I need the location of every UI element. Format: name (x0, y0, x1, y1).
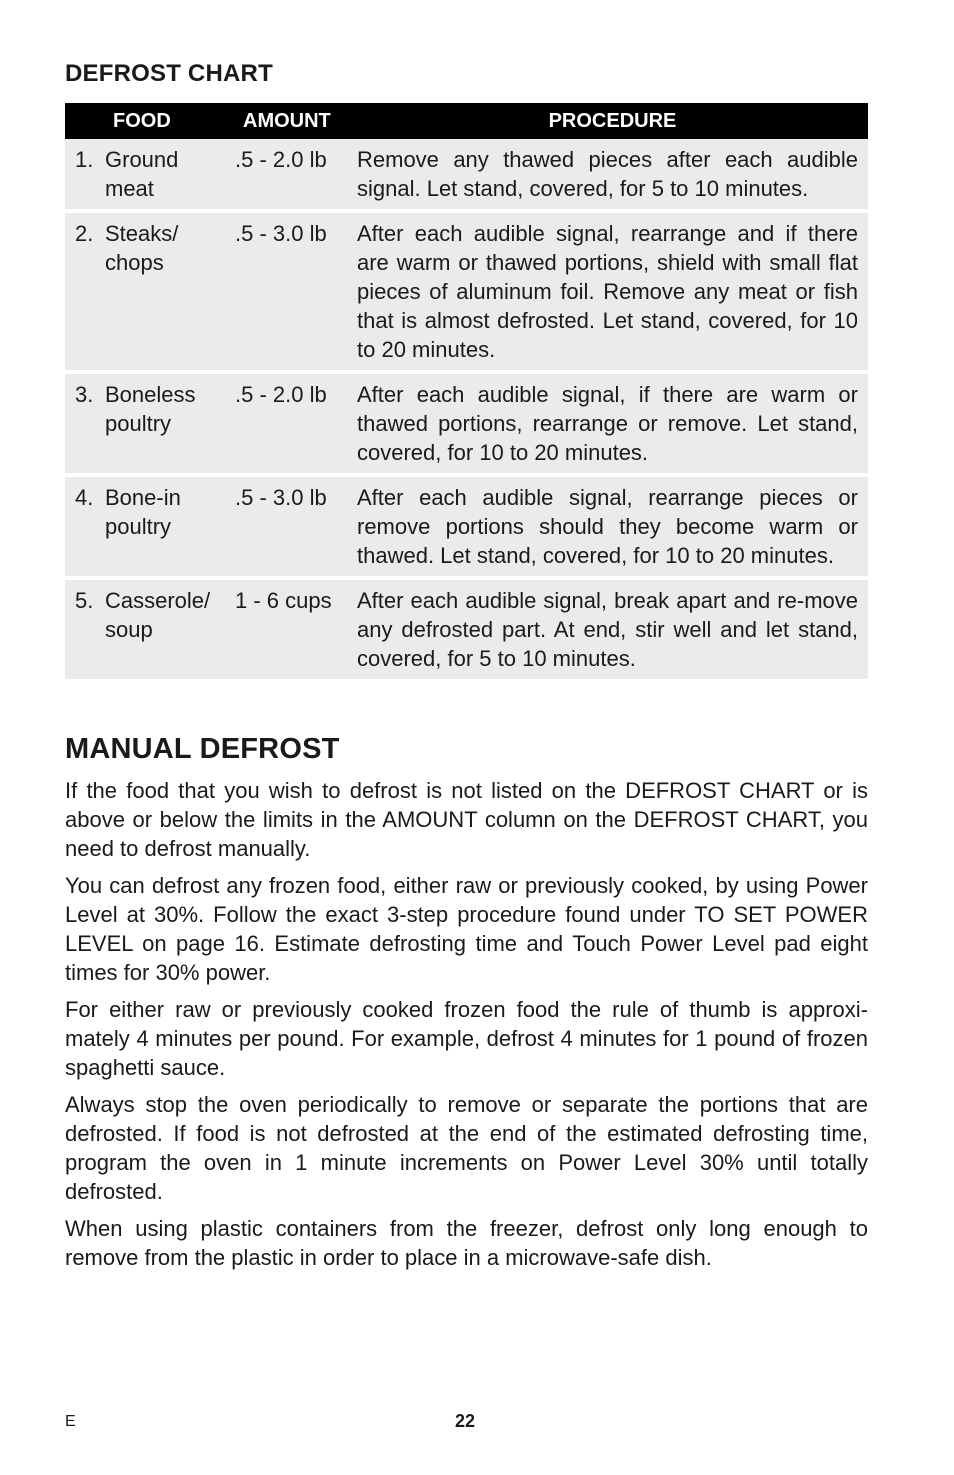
food-cell (65, 473, 235, 576)
manual-defrost-body (65, 776, 868, 1280)
paragraph: You can defrost any frozen food, either raw or previously cooked, by using Power Level at 30%. Follow the exact 3-step procedure found under TO SET POWER LEVEL on page 16. Estimate defrosting time and Touch Power Level pad eight times for 30% power. (65, 873, 868, 985)
row-number: 4. (75, 485, 94, 510)
amount-cell: .5 - 3.0 lb (235, 209, 357, 370)
food-name: Ground meat (105, 147, 179, 201)
paragraph: When using plastic containers from the freezer, defrost only long enough to remove from the plastic in order to place in a microwave-safe dish. (65, 1216, 868, 1270)
food-name: Steaks/ chops (105, 221, 179, 275)
row-number: 5. (75, 588, 94, 613)
procedure-cell: Remove any thawed pieces after each audible signal. Let stand, covered, for 5 to 10 minutes. (357, 139, 868, 209)
food-name: Bone-in poultry (105, 485, 181, 539)
table-row (65, 139, 868, 209)
paragraph: If the food that you wish to defrost is not listed on the DEFROST CHART or is above or below the limits in the AMOUNT column on the DEFROST CHART, you need to defrost manually. (65, 778, 868, 861)
amount-cell: .5 - 3.0 lb (235, 473, 357, 576)
food-cell (65, 576, 235, 679)
table-row (65, 576, 868, 679)
food-cell (65, 139, 235, 209)
procedure-cell: After each audible signal, break apart and re-move any defrosted part. At end, stir well and let stand, covered, for 5 to 10 minutes. (357, 576, 868, 679)
defrost-chart-title: DEFROST CHART (65, 60, 273, 87)
manual-defrost-title: MANUAL DEFROST (65, 733, 340, 765)
paragraph: For either raw or previously cooked frozen food the rule of thumb is approxi-mately 4 minutes per pound. For example, defrost 4 minutes for 1 pound of frozen spaghetti sauce. (65, 997, 868, 1080)
row-number: 1. (75, 147, 94, 172)
row-number: 3. (75, 382, 94, 407)
food-name: Casserole/ soup (105, 588, 211, 642)
paragraph: Always stop the oven periodically to remove or separate the portions that are defrosted. If food is not defrosted at the end of the estimated defrosting time, program the oven in 1 minute increments on Power Level 30% until totally defrosted. (65, 1092, 868, 1204)
page-number: 22 (454, 1411, 476, 1431)
table-row (65, 473, 868, 576)
header-procedure: PROCEDURE (357, 103, 868, 139)
footer-language-code: E (65, 1413, 76, 1430)
row-number: 2. (75, 221, 94, 246)
table-row (65, 209, 868, 370)
food-cell (65, 370, 235, 473)
header-food: FOOD (65, 103, 235, 139)
procedure-cell: After each audible signal, if there are warm or thawed portions, rearrange or remove. Let stand, covered, for 10 to 20 minutes. (357, 370, 868, 473)
amount-cell: .5 - 2.0 lb (235, 370, 357, 473)
food-cell (65, 209, 235, 370)
procedure-cell: After each audible signal, rearrange pieces or remove portions should they become warm or thawed. Let stand, covered, for 10 to 20 minutes. (357, 473, 868, 576)
table-header-row (65, 103, 868, 139)
defrost-chart-table (65, 103, 868, 679)
food-name: Boneless poultry (105, 382, 196, 436)
header-amount: AMOUNT (235, 103, 357, 139)
amount-cell: 1 - 6 cups (235, 576, 357, 679)
table-row (65, 370, 868, 473)
procedure-cell: After each audible signal, rearrange and if there are warm or thawed portions, shield with small flat pieces of aluminum foil. Remove any meat or fish that is almost defrosted. Let stand, covered, for 10 to 20 minutes. (357, 209, 868, 370)
amount-cell: .5 - 2.0 lb (235, 139, 357, 209)
